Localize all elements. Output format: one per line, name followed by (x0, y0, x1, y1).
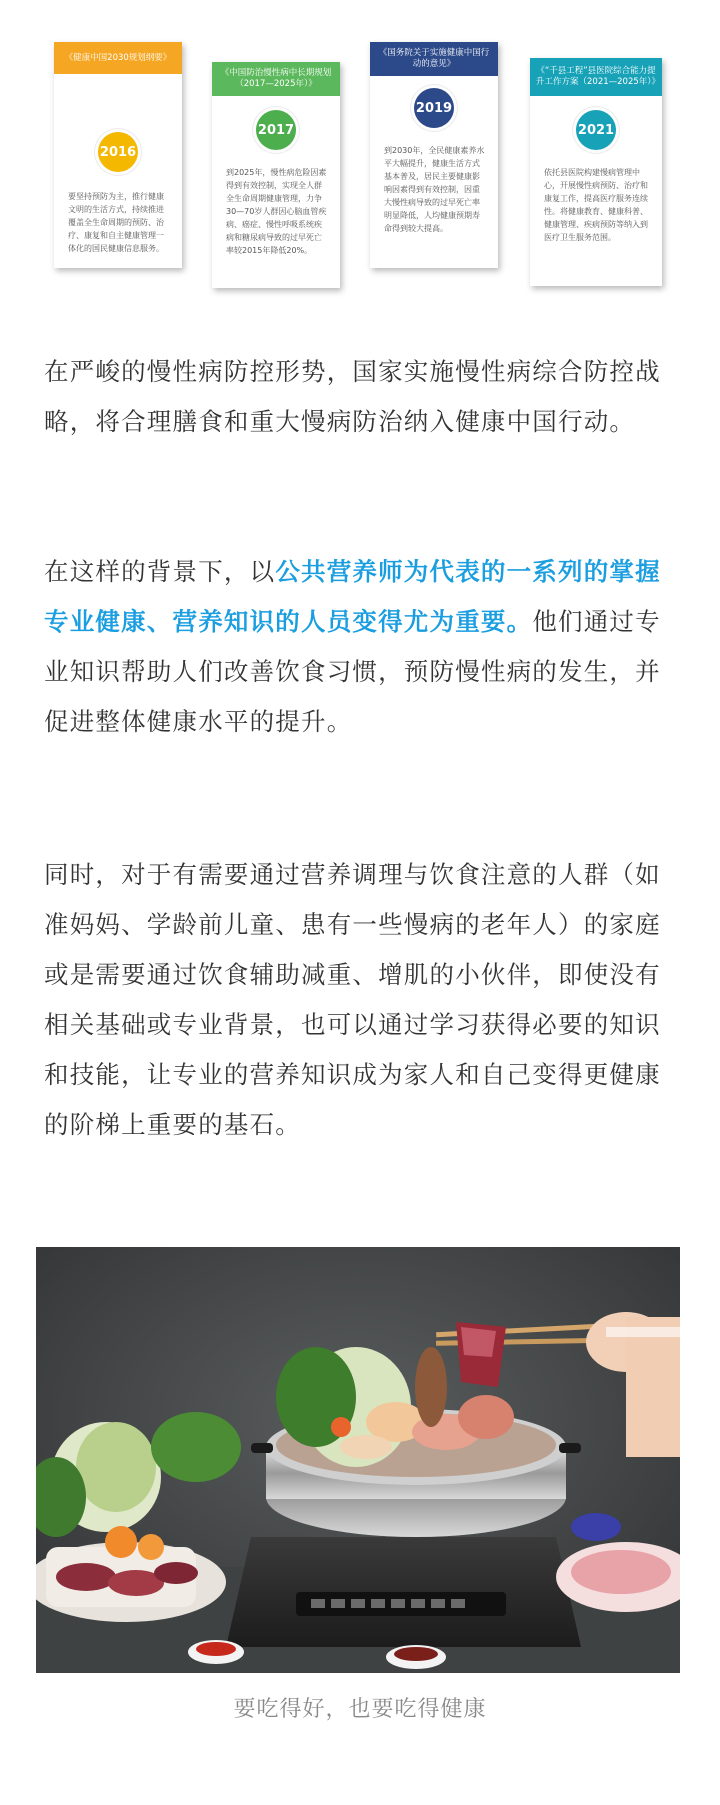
policy-card-header: 《健康中国2030规划纲要》 (54, 42, 182, 74)
year-badge: 2017 (256, 110, 296, 150)
paragraph-text: 在这样的背景下，以 (44, 557, 276, 586)
policy-card-body: 要坚持预防为主，推行健康文明的生活方式，持续推进覆盖全生命周期的预防、治疗、康复和自主健康管理一体化的国民健康信息服务。 (68, 192, 164, 253)
paragraph-nutritionist-role (44, 547, 674, 747)
policy-card-2017 (212, 62, 340, 288)
policy-card-header: 《中国防治慢性病中长期规划（2017—2025年）》 (212, 62, 340, 96)
policy-card-body: 到2025年，慢性病危险因素得到有效控制，实现全人群全生命周期健康管理，力争30—70岁人群因心脑血管疾病、癌症、慢性呼吸系统疾病和糖尿病导致的过早死亡率较2015年降低20%。 (226, 168, 327, 255)
photo-caption: 要吃得好，也要吃得健康 (233, 1697, 487, 1722)
year-badge: 2016 (98, 132, 138, 172)
policy-card-header: 《国务院关于实施健康中国行动的意见》 (370, 42, 498, 76)
paragraph-prevention-strategy: 在严峻的慢性病防控形势，国家实施慢性病综合防控战略，将合理膳食和重大慢病防治纳入健康中国行动。 (44, 357, 661, 436)
policy-card-header: 《“千县工程”县医院综合能力提升工作方案（2021—2025年）》 (530, 58, 662, 96)
policy-card-body: 依托县医院构建慢病管理中心，开展慢性病预防、治疗和康复工作，提高医疗服务连续性。将健康教育、健康科普、健康管理、疾病预防等纳入到医疗卫生服务范围。 (544, 168, 648, 242)
highlighted-text: 公共营养师为代表的一系列的掌握专业健康、营养知识的人员变得尤为重要。 (44, 557, 661, 636)
hotpot-photo (36, 1247, 680, 1673)
policy-card-2021 (530, 58, 662, 286)
policy-card-body: 到2030年，全民健康素养水平大幅提升，健康生活方式基本普及，居民主要健康影响因素得到有效控制，因重大慢性病导致的过早死亡率明显降低，人均健康预期寿命得到较大提高。 (384, 146, 485, 233)
policy-infographic (0, 0, 720, 300)
year-badge: 2021 (576, 110, 616, 150)
year-badge: 2019 (414, 88, 454, 128)
paragraph-text: 他们通过专业知识帮助人们改善饮食习惯，预防慢性病的发生，并促进整体健康水平的提升。 (44, 607, 661, 736)
paragraph-target-groups: 同时，对于有需要通过营养调理与饮食注意的人群（如准妈妈、学龄前儿童、患有一些慢病的老年人）的家庭或是需要通过饮食辅助减重、增肌的小伙伴，即使没有相关基础或专业背景，也可以通过学习获得必要的知识和技能，让专业的营养知识成为家人和自己变得更健康的阶梯上重要的基石。 (44, 860, 661, 1139)
policy-card-2016 (54, 42, 182, 268)
policy-card-2019 (370, 42, 498, 268)
